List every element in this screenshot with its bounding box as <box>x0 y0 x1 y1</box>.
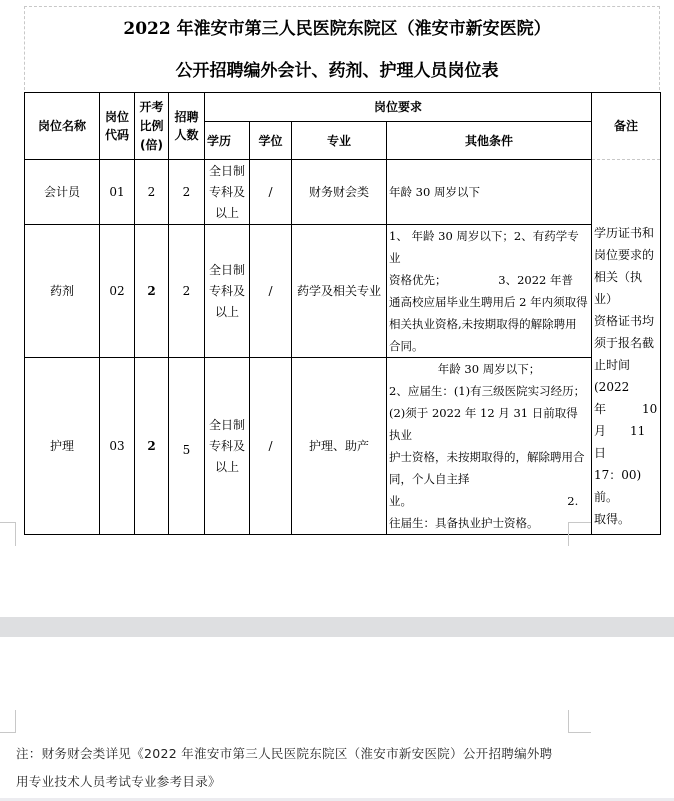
exam-ratio: 2 <box>135 358 169 535</box>
position-code: 03 <box>100 358 135 535</box>
crop-mark-top-right <box>568 710 591 733</box>
position-name: 药剂 <box>25 225 100 358</box>
degree: / <box>250 358 292 535</box>
header-remarks: 备注 <box>592 93 661 160</box>
header-position-code: 岗位代码 <box>100 93 135 160</box>
position-code: 01 <box>100 160 135 225</box>
major: 护理、助产 <box>292 358 387 535</box>
footnote-line-1: 注：财务财会类详见《2022 年淮安市第三人民医院东院区（淮安市新安医院）公开招聘编外聘 <box>16 746 553 761</box>
crop-mark-bottom-right <box>568 522 591 546</box>
header-education: 学历 <box>205 122 250 160</box>
other-conditions: 年龄 30 周岁以下； 2、应届生：(1)有三级医院实习经历； (2)须于 2022 年 12 月 31 日前取得执业 护士资格，未按期取得的，解除聘用合 同，个人自主择 业。 2. 往届生：具备执业护士资格。 <box>387 358 592 535</box>
crop-mark-bottom-left <box>0 522 16 546</box>
degree: / <box>250 160 292 225</box>
table-row <box>25 160 661 225</box>
position-name: 护理 <box>25 358 100 535</box>
header-degree: 学位 <box>250 122 292 160</box>
major: 财务财会类 <box>292 160 387 225</box>
major: 药学及相关专业 <box>292 225 387 358</box>
other-conditions: 年龄 30 周岁以下 <box>387 160 592 225</box>
footnote <box>16 740 656 796</box>
position-code: 02 <box>100 225 135 358</box>
header-position-name: 岗位名称 <box>25 93 100 160</box>
other-conditions: 1、 年龄 30 周岁以下；2、有药学专业 资格优先； 3、2022 年普 通高校应届毕业生聘用后 2 年内须取得 相关执业资格,未按期取得的解除聘用 合同。 <box>387 225 592 358</box>
exam-ratio: 2 <box>135 160 169 225</box>
header-requirements: 岗位要求 <box>205 93 592 122</box>
table-row <box>25 225 661 358</box>
document-title-line-1: 2022 年淮安市第三人民医院东院区（淮安市新安医院） <box>123 19 551 39</box>
document-title-line-2: 公开招聘编外会计、药剂、护理人员岗位表 <box>175 61 499 81</box>
degree: / <box>250 225 292 358</box>
table-row <box>25 358 661 535</box>
header-hire-count: 招聘人数 <box>169 93 205 160</box>
hire-count: 2 <box>169 160 205 225</box>
page-separator <box>0 617 674 637</box>
position-name: 会计员 <box>25 160 100 225</box>
header-other-conditions: 其他条件 <box>387 122 592 160</box>
footnote-line-2: 用专业技术人员考试专业参考目录》 <box>16 774 221 789</box>
positions-table <box>24 92 661 535</box>
exam-ratio: 2 <box>135 225 169 358</box>
hire-count: 5 <box>169 358 205 535</box>
education: 全日制专科及以上 <box>205 160 250 225</box>
education: 全日制专科及以上 <box>205 225 250 358</box>
header-major: 专业 <box>292 122 387 160</box>
header-exam-ratio: 开考比例(倍) <box>135 93 169 160</box>
crop-mark-top-left <box>0 710 16 733</box>
hire-count: 2 <box>169 225 205 358</box>
education: 全日制专科及以上 <box>205 358 250 535</box>
remarks: 学历证书和 岗位要求的 相关（执业） 资格证书均 须于报名截 止时间(2022 年 10 月 11 日 17：00)前。 取得。 <box>592 160 661 535</box>
